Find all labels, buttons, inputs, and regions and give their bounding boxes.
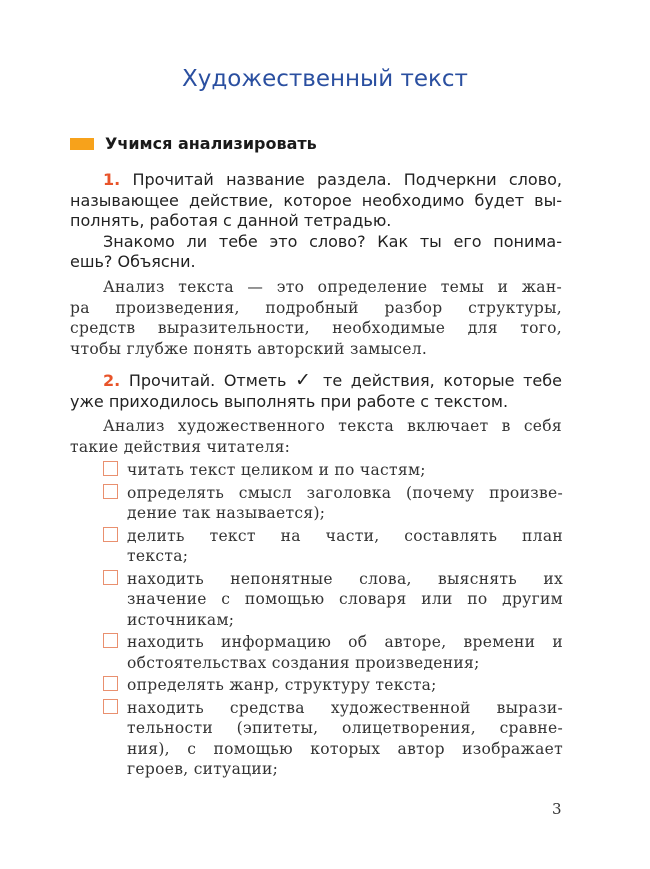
checkbox[interactable]: [103, 633, 118, 648]
task-1-number: 1.: [103, 170, 121, 189]
checklist-item: находить информацию об авторе, времени и обстоятельствах создания произведения;: [103, 632, 563, 673]
checkbox[interactable]: [103, 570, 118, 585]
checkbox[interactable]: [103, 461, 118, 476]
actions-checklist: [103, 460, 563, 782]
checkbox[interactable]: [103, 527, 118, 542]
checklist-item: находить средства художественной вырази- тельности (эпитеты, олицетворения, сравне- ния), с помощью которых автор изображает героев, ситуации;: [103, 698, 563, 780]
page-title: Художественный текст: [182, 66, 468, 92]
task-1-line: 1. Прочитай название раздела. Подчеркни слово,: [103, 170, 562, 189]
task-1: [70, 170, 562, 273]
checklist-item: определять жанр, структуру текста;: [103, 675, 563, 696]
checklist-item: находить непонятные слова, выяснять их значение с помощью словаря или по другим источникам;: [103, 569, 563, 631]
checklist-item: читать текст целиком и по частям;: [103, 460, 563, 481]
checkbox[interactable]: [103, 699, 118, 714]
checklist-item: определять смысл заголовка (почему произве- дение так называется);: [103, 483, 563, 524]
checkbox[interactable]: [103, 484, 118, 499]
page-number: 3: [552, 800, 562, 818]
task-1-question: ешь? Объясни.: [70, 252, 196, 271]
definition-paragraph: Анализ текста — это определение темы и жан- ра произведения, подробный разбор структуры, средств выразительности, необходимые для того, чтобы глубже понять авторский замысел.: [70, 278, 562, 358]
checklist-item: делить текст на части, составлять план текста;: [103, 526, 563, 567]
task-2-number: 2.: [103, 371, 121, 390]
task-1-question: Знакомо ли тебе это слово? Как ты его понима-: [103, 231, 562, 251]
task-2: 2. Прочитай. Отметь ✓ те действия, которые тебе уже приходилось выполнять при работе с текстом.: [70, 369, 562, 411]
section-marker-icon: [70, 138, 94, 150]
intro-paragraph: Анализ художественного текста включает в себя такие действия читателя:: [70, 417, 562, 456]
section-header: [70, 134, 317, 153]
checkbox[interactable]: [103, 676, 118, 691]
task-1-line: полнять, работая с данной тетрадью.: [70, 211, 392, 230]
task-1-line: называющее действие, которое необходимо будет вы-: [70, 190, 562, 210]
checkmark-icon: ✓: [295, 369, 315, 391]
section-label: Учимся анализировать: [105, 134, 317, 153]
